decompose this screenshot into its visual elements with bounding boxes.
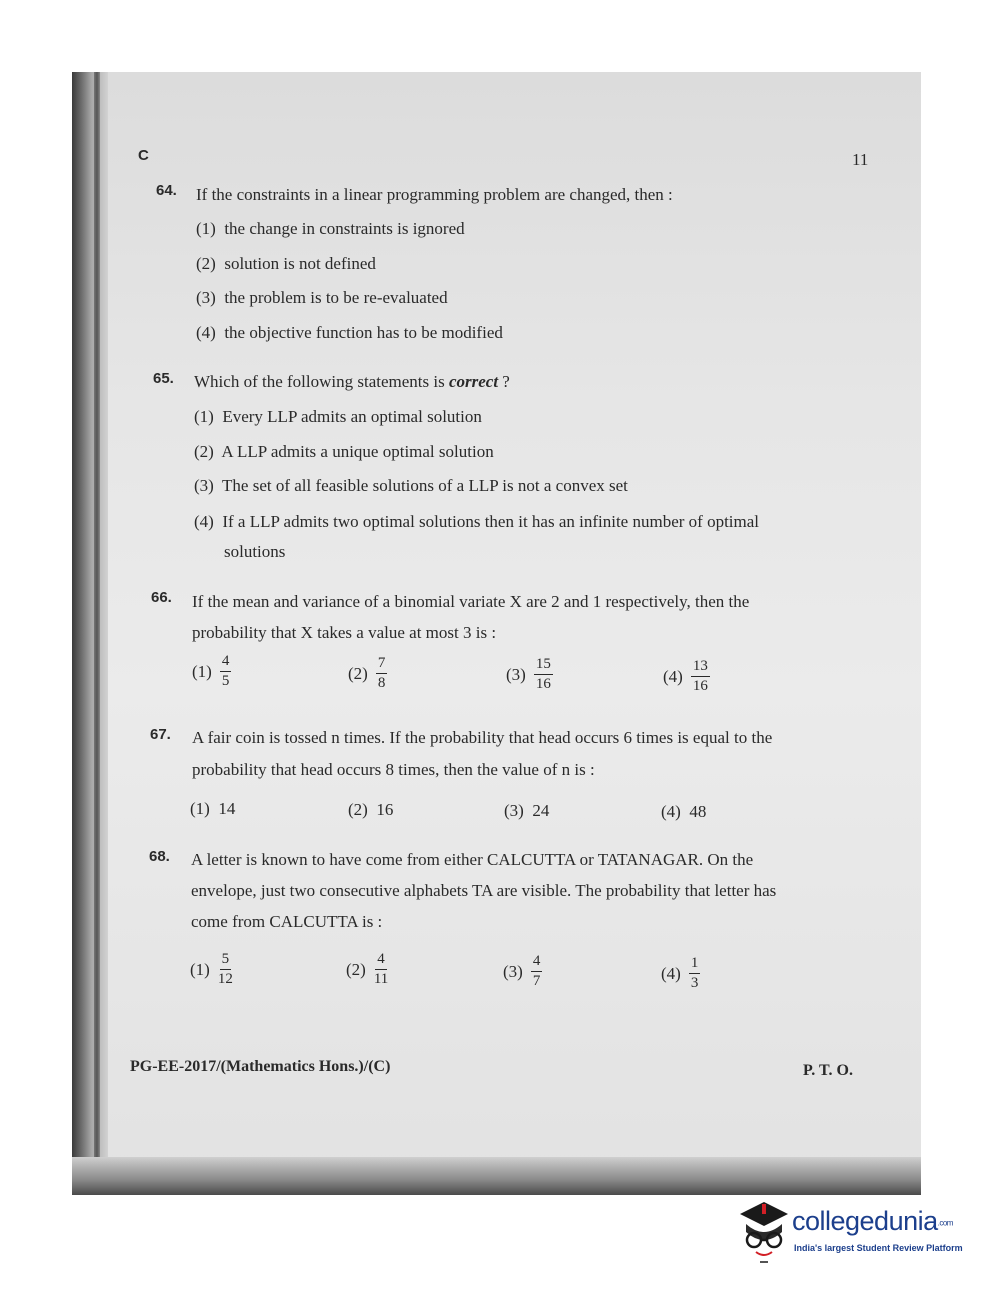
option-text: the change in constraints is ignored (224, 219, 465, 238)
question-text-66-line2: probability that X takes a value at most 3 is : (192, 623, 497, 642)
denominator: 3 (690, 975, 699, 991)
denominator: 16 (692, 678, 708, 694)
option-label: (1) (192, 661, 212, 681)
option-label: (4) (196, 323, 216, 342)
footer-pto: P. T. O. (803, 1062, 853, 1079)
q66-option-3 (506, 657, 553, 692)
option-label: (2) (194, 442, 214, 461)
option-label: (3) (504, 801, 524, 820)
fraction (531, 954, 543, 989)
option-text: 48 (689, 802, 707, 821)
denominator: 12 (217, 971, 233, 987)
option-label: (2) (348, 663, 368, 683)
q68-option-1 (190, 952, 233, 987)
page-number: 11 (852, 150, 869, 169)
numerator: 5 (220, 952, 232, 970)
option-text: If a LLP admits two optimal solutions then it has an infinite number of optimal (222, 512, 760, 531)
option-text: solution is not defined (224, 254, 376, 273)
option-label: (4) (661, 963, 681, 983)
numerator: 7 (376, 656, 388, 674)
q64-option-2 (196, 254, 376, 274)
option-label: (4) (663, 666, 683, 686)
q64-option-4 (196, 323, 503, 343)
denominator: 16 (535, 676, 551, 692)
collegedunia-wordmark (792, 1206, 953, 1237)
option-text: 14 (218, 799, 236, 818)
option-label: (2) (348, 800, 368, 819)
option-label: (3) (196, 288, 216, 307)
q66-option-2 (348, 656, 387, 691)
question-text-68-line2: envelope, just two consecutive alphabets TA are visible. The probability that letter has (191, 881, 777, 900)
page-binding-shadow (72, 72, 108, 1195)
numerator: 1 (689, 956, 701, 974)
option-label: (1) (196, 219, 216, 238)
option-label: (3) (194, 476, 214, 495)
fraction (374, 952, 388, 987)
q67-option-1 (190, 799, 235, 819)
fraction (376, 656, 388, 691)
q65-option-2 (194, 442, 494, 462)
question-number-67: 67. (150, 726, 171, 743)
denominator: 7 (532, 973, 541, 989)
numerator: 4 (375, 952, 387, 970)
denominator: 5 (221, 673, 230, 689)
option-text: A LLP admits a unique optimal solution (221, 442, 494, 461)
numerator: 13 (691, 659, 710, 677)
option-label: (4) (661, 802, 681, 821)
question-text-64: If the constraints in a linear programming problem are changed, then : (196, 185, 673, 204)
q64-option-3 (196, 288, 448, 308)
option-label: (3) (506, 664, 526, 684)
option-label: (1) (190, 799, 210, 818)
denominator: 11 (373, 971, 389, 987)
fraction (691, 659, 710, 694)
scan-bottom-shadow (72, 1157, 921, 1195)
question-text-68-line3: come from CALCUTTA is : (191, 912, 383, 931)
question-text-part: ? (498, 372, 510, 391)
question-number-66: 66. (151, 589, 172, 606)
question-text-67-line1: A fair coin is tossed n times. If the probability that head occurs 6 times is equal to the (192, 728, 773, 747)
question-text-66-line1: If the mean and variance of a binomial variate X are 2 and 1 respectively, then the (192, 592, 750, 611)
fraction (689, 956, 701, 991)
q67-option-2 (348, 800, 393, 820)
q65-option-4 (194, 512, 759, 532)
series-letter: C (138, 147, 149, 164)
question-number-64: 64. (156, 182, 177, 199)
option-text: the problem is to be re-evaluated (224, 288, 448, 307)
option-text: The set of all feasible solutions of a LLP is not a convex set (222, 476, 628, 495)
q66-option-4 (663, 659, 710, 694)
option-text: 16 (376, 800, 394, 819)
q65-option-4-continuation: solutions (224, 542, 286, 561)
option-text: 24 (532, 801, 550, 820)
fraction (534, 657, 553, 692)
question-text-68-line1: A letter is known to have come from either CALCUTTA or TATANAGAR. On the (191, 850, 754, 869)
option-label: (1) (194, 407, 214, 426)
numerator: 15 (534, 657, 553, 675)
q66-option-1 (192, 654, 231, 689)
question-number-68: 68. (149, 848, 170, 865)
question-number-65: 65. (153, 370, 174, 387)
q65-option-1 (194, 407, 482, 427)
question-text-part: Which of the following statements is (194, 372, 449, 391)
q65-option-3 (194, 476, 628, 496)
numerator: 4 (531, 954, 543, 972)
brand-name: collegedunia (792, 1206, 938, 1236)
option-label: (3) (503, 961, 523, 981)
question-text-65 (194, 372, 510, 392)
brand-suffix: .com (937, 1218, 953, 1228)
option-label: (2) (196, 254, 216, 273)
scanned-page (72, 72, 921, 1195)
q67-option-3 (504, 801, 549, 821)
denominator: 8 (377, 675, 386, 691)
option-text: the objective function has to be modified (224, 323, 503, 342)
question-text-67-line2: probability that head occurs 8 times, then the value of n is : (192, 760, 595, 779)
collegedunia-tagline: India's largest Student Review Platform (794, 1243, 963, 1253)
option-label: (1) (190, 959, 210, 979)
footer-paper-code: PG-EE-2017/(Mathematics Hons.)/(C) (130, 1058, 391, 1075)
option-label: (2) (346, 959, 366, 979)
q67-option-4 (661, 802, 706, 822)
option-text: Every LLP admits an optimal solution (222, 407, 482, 426)
fraction (218, 952, 233, 987)
option-label: (4) (194, 512, 214, 531)
q64-option-1 (196, 219, 465, 239)
q68-option-3 (503, 954, 542, 989)
fraction (220, 654, 232, 689)
emphasis-word: correct (448, 372, 499, 391)
q68-option-4 (661, 956, 700, 991)
numerator: 4 (220, 654, 232, 672)
q68-option-2 (346, 952, 388, 987)
binding-edge (94, 72, 100, 1195)
